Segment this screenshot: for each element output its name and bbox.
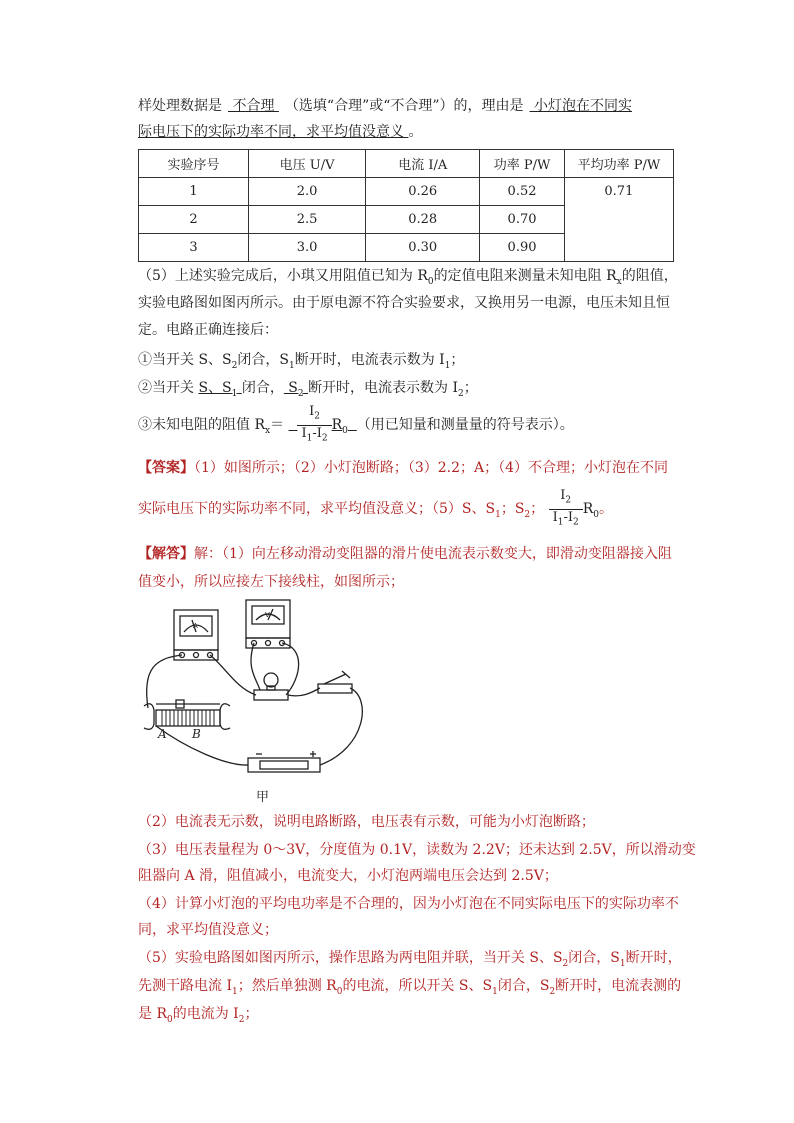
answer-blank: 不合理 bbox=[228, 98, 279, 114]
p5-line-2: 实验电路图如图丙所示。由于原电源不符合实验要求，又换用另一电源，电压未知且恒 bbox=[138, 295, 670, 311]
terminal-b-label: B bbox=[192, 727, 201, 741]
p2-line: （2）电流表无示数，说明电路断路，电压表有示数，可能为小灯泡断路； bbox=[138, 814, 595, 830]
p5-line-1: （5）上述实验完成后，小琪又用阻值已知为 $R_0$的定值电阻来测量未知电阻 $R_x$的阻值， bbox=[138, 268, 678, 287]
table-header: 平均功率 P/W bbox=[564, 150, 673, 178]
p3-line-2: 阻器向 A 滑，阻值减小，电流变大，小灯泡两端电压会达到 2.5V； bbox=[138, 868, 558, 884]
p4-line-1: （4）计算小灯泡的平均电功率是不合理的，因为小灯泡在不同实际电压下的实际功率不 bbox=[138, 896, 679, 912]
ammeter-icon bbox=[174, 610, 218, 660]
step-3: ③未知电阻的阻值 $R_x=$ $\frac{I_2}{I_1-I_2}$ $R_0$ （用已知量和测量量的符号表示）。 bbox=[138, 404, 574, 450]
table-cell-avg: 0.71 bbox=[564, 178, 673, 262]
rheostat-icon bbox=[144, 700, 230, 729]
table-cell: 2.0 bbox=[249, 178, 366, 206]
p5b-line-3: 是 $R_0$的电流为 $I_2$； bbox=[138, 1006, 259, 1025]
table-cell: 2 bbox=[139, 206, 249, 234]
terminal-a-label: A bbox=[158, 727, 167, 741]
table-cell: 2.5 bbox=[249, 206, 366, 234]
explain-line-2: 值变小，所以应接左下接线柱，如图所示； bbox=[138, 574, 404, 590]
line-1: 样处理数据是 不合理 （选填“合理”或“不合理”）的，理由是 小灯泡在不同实 bbox=[138, 98, 632, 114]
table-cell: 0.52 bbox=[480, 178, 564, 206]
step-1: ①当开关 S、$S_2$闭合，$S_1$断开时，电流表示数为 $I_1$； bbox=[138, 352, 465, 371]
table-cell: 3 bbox=[139, 234, 249, 262]
voltmeter-icon bbox=[246, 600, 290, 648]
formula-fraction: $\frac{I_2}{I_1-I_2}$ bbox=[297, 404, 331, 446]
line-2: 际电压下的实际功率不同，求平均值没意义 。 bbox=[138, 124, 423, 140]
explain-line-1: 【解答】解：（1）向左移动滑动变阻器的滑片使电流表示数变大，即滑动变阻器接入阻 bbox=[138, 546, 672, 562]
table-cell: 0.28 bbox=[366, 206, 480, 234]
p3-line-1: （3）电压表量程为 0～3V，分度值为 0.1V，读数为 2.2V；还未达到 2.5V，所以滑动变 bbox=[138, 842, 696, 858]
table-header: 实验序号 bbox=[139, 150, 249, 178]
table-header: 功率 P/W bbox=[480, 150, 564, 178]
p4-line-2: 同，求平均值没意义； bbox=[138, 922, 278, 938]
p5-line-3: 定。电路正确连接后： bbox=[138, 322, 278, 338]
data-table bbox=[138, 149, 674, 262]
table-cell: 0.26 bbox=[366, 178, 480, 206]
figure-caption: 甲 bbox=[256, 790, 270, 805]
table-cell: 0.90 bbox=[480, 234, 564, 262]
p5b-line-1: （5）实验电路图如图丙所示，操作思路为两电阻并联，当开关 S、$S_2$闭合，$S_1$断开时， bbox=[138, 950, 682, 969]
table-cell: 0.30 bbox=[366, 234, 480, 262]
table-cell: 0.70 bbox=[480, 206, 564, 234]
voltmeter-label: V bbox=[265, 611, 270, 619]
answer-line-1: 【答案】（1）如图所示；（2）小灯泡断路；（3）2.2；A；（4）不合理；小灯泡在不同 bbox=[138, 460, 669, 476]
table-header: 电压 U/V bbox=[249, 150, 366, 178]
step-2: ②当开关 S、$S_1$ 闭合， $S_2$ 断开时，电流表示数为 $I_2$； bbox=[138, 380, 478, 399]
table-header: 电流 I/A bbox=[366, 150, 480, 178]
switch-icon bbox=[318, 671, 352, 693]
answer-line-2: 实际电压下的实际功率不同，求平均值没意义；（5）S、$S_1$；$S_2$； $\frac{I_2}{I_1-I_2}$ $R_0$。 bbox=[138, 488, 614, 528]
circuit-diagram bbox=[136, 598, 372, 784]
table-cell: 3.0 bbox=[249, 234, 366, 262]
table-cell: 1 bbox=[139, 178, 249, 206]
battery-icon bbox=[248, 751, 320, 772]
p5b-line-2: 先测干路电流 $I_1$；然后单独测 $R_0$的电流，所以开关 S、$S_1$闭合，$S_2$断开时，电流表测的 bbox=[138, 978, 682, 997]
ammeter-label: A bbox=[193, 622, 198, 630]
reason-blank: 小灯泡在不同实 bbox=[529, 98, 632, 114]
